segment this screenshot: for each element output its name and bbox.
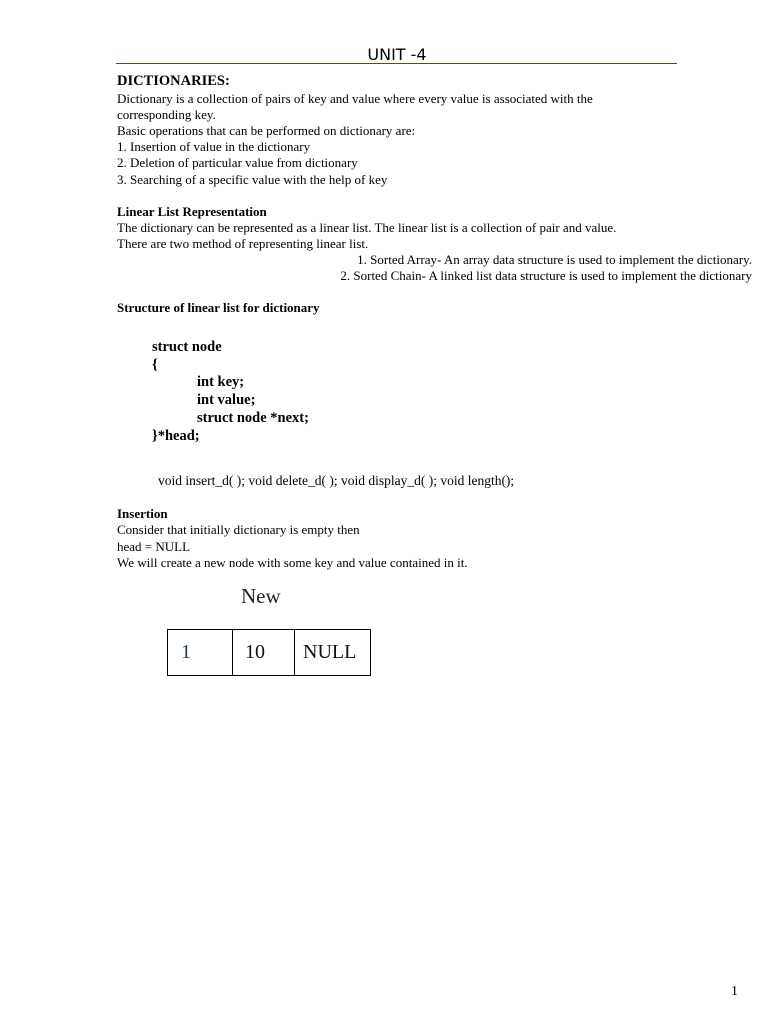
header-divider — [116, 63, 677, 64]
paragraph-line: Dictionary is a collection of pairs of key and value where every value is associated with the — [117, 91, 593, 106]
paragraph-line: corresponding key. — [117, 107, 216, 122]
code-line: int value; — [197, 392, 256, 408]
paragraph-line: The dictionary can be represented as a linear list. The linear list is a collection of pair and value. — [117, 220, 617, 235]
code-line: int key; — [197, 374, 245, 390]
list-item: 2. Deletion of particular value from dictionary — [117, 155, 358, 170]
page-number: 1 — [731, 984, 738, 999]
code-line: }*head; — [152, 428, 200, 444]
list-item: 1. Insertion of value in the dictionary — [117, 139, 311, 154]
list-item: 1. Sorted Array- An array data structure is used to implement the dictionary. — [357, 252, 752, 267]
diagram-label-new: New — [241, 584, 281, 608]
code-line: { — [152, 357, 158, 373]
paragraph-line: Consider that initially dictionary is empty then — [117, 522, 360, 537]
heading-dictionaries: DICTIONARIES: — [117, 73, 230, 89]
paragraph-line: We will create a new node with some key and value contained in it. — [117, 555, 468, 570]
list-item: 3. Searching of a specific value with the help of key — [117, 172, 388, 187]
heading-structure: Structure of linear list for dictionary — [117, 300, 320, 315]
list-item: 2. Sorted Chain- A linked list data structure is used to implement the dictionary — [340, 268, 752, 283]
code-line: struct node *next; — [197, 410, 309, 426]
paragraph-line: There are two method of representing linear list. — [117, 236, 369, 251]
paragraph-line: Basic operations that can be performed on dictionary are: — [117, 123, 416, 138]
heading-insertion: Insertion — [117, 506, 168, 521]
function-prototypes: void insert_d( ); void delete_d( ); void display_d( ); void length(); — [158, 473, 515, 488]
node-next-cell: NULL — [294, 630, 370, 675]
paragraph-line: head = NULL — [117, 539, 191, 554]
code-line: struct node — [152, 339, 222, 355]
heading-linear-list: Linear List Representation — [117, 204, 267, 219]
linked-list-node — [167, 629, 371, 676]
node-key-cell: 1 — [181, 641, 191, 663]
node-value-cell: 10 — [232, 630, 294, 675]
page-title: UNIT -4 — [367, 45, 427, 64]
